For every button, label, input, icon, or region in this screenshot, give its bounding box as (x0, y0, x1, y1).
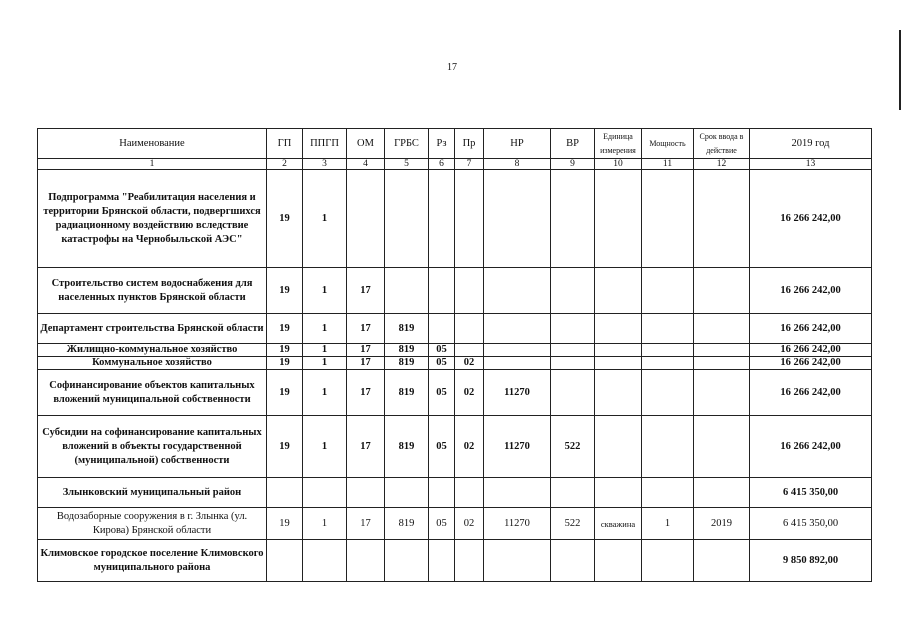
table-row (38, 416, 872, 478)
cell-unit (595, 416, 642, 478)
cell-rz (429, 314, 455, 344)
row-name: Коммунальное хозяйство (38, 357, 267, 370)
cell-nr (484, 314, 551, 344)
cell-capacity (642, 357, 694, 370)
cell-pr: 02 (455, 508, 484, 540)
cell-nr (484, 540, 551, 582)
column-number: 6 (429, 159, 455, 170)
cell-term (694, 268, 750, 314)
cell-gp: 19 (267, 170, 303, 268)
cell-capacity: 1 (642, 508, 694, 540)
cell-om: 17 (347, 508, 385, 540)
cell-capacity (642, 170, 694, 268)
header-grbs: ГРБС (385, 129, 429, 159)
cell-term (694, 170, 750, 268)
header-rz: Рз (429, 129, 455, 159)
cell-amount: 16 266 242,00 (750, 416, 872, 478)
cell-nr: 11270 (484, 370, 551, 416)
cell-gp: 19 (267, 344, 303, 357)
cell-capacity (642, 344, 694, 357)
cell-rz (429, 540, 455, 582)
cell-ppgp: 1 (303, 416, 347, 478)
table-row (38, 314, 872, 344)
margin-mark (899, 30, 901, 110)
cell-vr (551, 357, 595, 370)
cell-term (694, 344, 750, 357)
cell-gp: 19 (267, 508, 303, 540)
column-number: 10 (595, 159, 642, 170)
cell-grbs: 819 (385, 344, 429, 357)
cell-grbs (385, 170, 429, 268)
row-name: Строительство систем водоснабжения для населенных пунктов Брянской области (38, 268, 267, 314)
header-nr: НР (484, 129, 551, 159)
table-row (38, 344, 872, 357)
header-gp: ГП (267, 129, 303, 159)
cell-grbs: 819 (385, 416, 429, 478)
cell-unit (595, 357, 642, 370)
cell-vr: 522 (551, 416, 595, 478)
cell-amount: 6 415 350,00 (750, 508, 872, 540)
cell-term (694, 314, 750, 344)
header-pr: Пр (455, 129, 484, 159)
cell-rz: 05 (429, 357, 455, 370)
cell-vr (551, 314, 595, 344)
row-name: Злынковский муниципальный район (38, 478, 267, 508)
header-name: Наименование (38, 129, 267, 159)
cell-grbs: 819 (385, 370, 429, 416)
cell-gp: 19 (267, 314, 303, 344)
cell-unit (595, 478, 642, 508)
column-number: 11 (642, 159, 694, 170)
table-row (38, 508, 872, 540)
cell-om: 17 (347, 314, 385, 344)
cell-nr (484, 170, 551, 268)
cell-rz (429, 478, 455, 508)
cell-term (694, 478, 750, 508)
header-row (38, 129, 872, 159)
cell-capacity (642, 314, 694, 344)
cell-om: 17 (347, 268, 385, 314)
cell-pr: 02 (455, 357, 484, 370)
cell-unit (595, 268, 642, 314)
table-row (38, 370, 872, 416)
column-number: 12 (694, 159, 750, 170)
header-om: ОМ (347, 129, 385, 159)
column-number: 5 (385, 159, 429, 170)
cell-ppgp: 1 (303, 170, 347, 268)
cell-om: 17 (347, 416, 385, 478)
column-number: 7 (455, 159, 484, 170)
cell-om: 17 (347, 357, 385, 370)
cell-nr (484, 357, 551, 370)
header-vr: ВР (551, 129, 595, 159)
cell-om (347, 478, 385, 508)
cell-grbs: 819 (385, 357, 429, 370)
cell-ppgp: 1 (303, 344, 347, 357)
cell-amount: 16 266 242,00 (750, 357, 872, 370)
cell-gp: 19 (267, 357, 303, 370)
row-name: Софинансирование объектов капитальных вложений муниципальной собственности (38, 370, 267, 416)
column-number: 8 (484, 159, 551, 170)
cell-term (694, 357, 750, 370)
table-row (38, 170, 872, 268)
cell-pr: 02 (455, 416, 484, 478)
cell-om: 17 (347, 370, 385, 416)
cell-nr: 11270 (484, 508, 551, 540)
cell-amount: 16 266 242,00 (750, 268, 872, 314)
cell-grbs (385, 268, 429, 314)
cell-amount: 16 266 242,00 (750, 344, 872, 357)
column-number: 3 (303, 159, 347, 170)
row-name: Субсидии на софинансирование капитальных вложений в объекты государственной (муниципальной) собственности (38, 416, 267, 478)
row-name: Подпрограмма "Реабилитация населения и территории Брянской области, подвергшихся радиационному воздействию вследствие катастрофы на Чернобыльской АЭС" (38, 170, 267, 268)
header-term: Срок ввода в действие (694, 129, 750, 159)
row-name: Климовское городское поселение Климовского муниципального района (38, 540, 267, 582)
cell-rz: 05 (429, 508, 455, 540)
cell-pr: 02 (455, 370, 484, 416)
cell-amount: 16 266 242,00 (750, 314, 872, 344)
column-number: 9 (551, 159, 595, 170)
row-name: Жилищно-коммунальное хозяйство (38, 344, 267, 357)
header-year: 2019 год (750, 129, 872, 159)
cell-rz: 05 (429, 416, 455, 478)
cell-vr: 522 (551, 508, 595, 540)
cell-vr (551, 268, 595, 314)
cell-nr (484, 268, 551, 314)
cell-term (694, 416, 750, 478)
page-number: 17 (447, 62, 457, 73)
cell-capacity (642, 478, 694, 508)
cell-pr (455, 540, 484, 582)
cell-pr (455, 170, 484, 268)
cell-ppgp: 1 (303, 370, 347, 416)
cell-unit (595, 314, 642, 344)
header-ppgp: ППГП (303, 129, 347, 159)
cell-vr (551, 370, 595, 416)
header-unit: Единица измерения (595, 129, 642, 159)
cell-om: 17 (347, 344, 385, 357)
cell-nr (484, 478, 551, 508)
cell-capacity (642, 370, 694, 416)
cell-capacity (642, 416, 694, 478)
cell-rz (429, 170, 455, 268)
cell-vr (551, 478, 595, 508)
cell-unit: скважина (595, 508, 642, 540)
row-name: Водозаборные сооружения в г. Злынка (ул. Кирова) Брянской области (38, 508, 267, 540)
column-number: 2 (267, 159, 303, 170)
cell-amount: 16 266 242,00 (750, 170, 872, 268)
cell-rz (429, 268, 455, 314)
budget-table (37, 128, 872, 582)
cell-ppgp: 1 (303, 357, 347, 370)
cell-pr (455, 314, 484, 344)
cell-gp: 19 (267, 268, 303, 314)
row-name: Департамент строительства Брянской области (38, 314, 267, 344)
cell-nr: 11270 (484, 416, 551, 478)
cell-amount: 6 415 350,00 (750, 478, 872, 508)
cell-term: 2019 (694, 508, 750, 540)
header-capacity: Мощность (642, 129, 694, 159)
cell-ppgp (303, 540, 347, 582)
column-number: 13 (750, 159, 872, 170)
cell-vr (551, 344, 595, 357)
cell-om (347, 540, 385, 582)
cell-gp: 19 (267, 416, 303, 478)
cell-grbs (385, 540, 429, 582)
cell-vr (551, 540, 595, 582)
cell-ppgp: 1 (303, 508, 347, 540)
cell-rz: 05 (429, 344, 455, 357)
cell-unit (595, 344, 642, 357)
cell-grbs: 819 (385, 314, 429, 344)
column-number: 4 (347, 159, 385, 170)
cell-ppgp: 1 (303, 268, 347, 314)
column-number-row (38, 159, 872, 170)
cell-unit (595, 370, 642, 416)
cell-capacity (642, 268, 694, 314)
table-row (38, 357, 872, 370)
cell-gp (267, 478, 303, 508)
table-row (38, 540, 872, 582)
cell-nr (484, 344, 551, 357)
cell-amount: 16 266 242,00 (750, 370, 872, 416)
cell-pr (455, 344, 484, 357)
cell-amount: 9 850 892,00 (750, 540, 872, 582)
table-row (38, 478, 872, 508)
cell-om (347, 170, 385, 268)
cell-ppgp (303, 478, 347, 508)
cell-pr (455, 478, 484, 508)
cell-unit (595, 540, 642, 582)
cell-term (694, 540, 750, 582)
cell-ppgp: 1 (303, 314, 347, 344)
cell-capacity (642, 540, 694, 582)
column-number: 1 (38, 159, 267, 170)
cell-vr (551, 170, 595, 268)
cell-grbs (385, 478, 429, 508)
cell-gp (267, 540, 303, 582)
cell-grbs: 819 (385, 508, 429, 540)
cell-gp: 19 (267, 370, 303, 416)
cell-pr (455, 268, 484, 314)
cell-unit (595, 170, 642, 268)
cell-term (694, 370, 750, 416)
table-row (38, 268, 872, 314)
cell-rz: 05 (429, 370, 455, 416)
